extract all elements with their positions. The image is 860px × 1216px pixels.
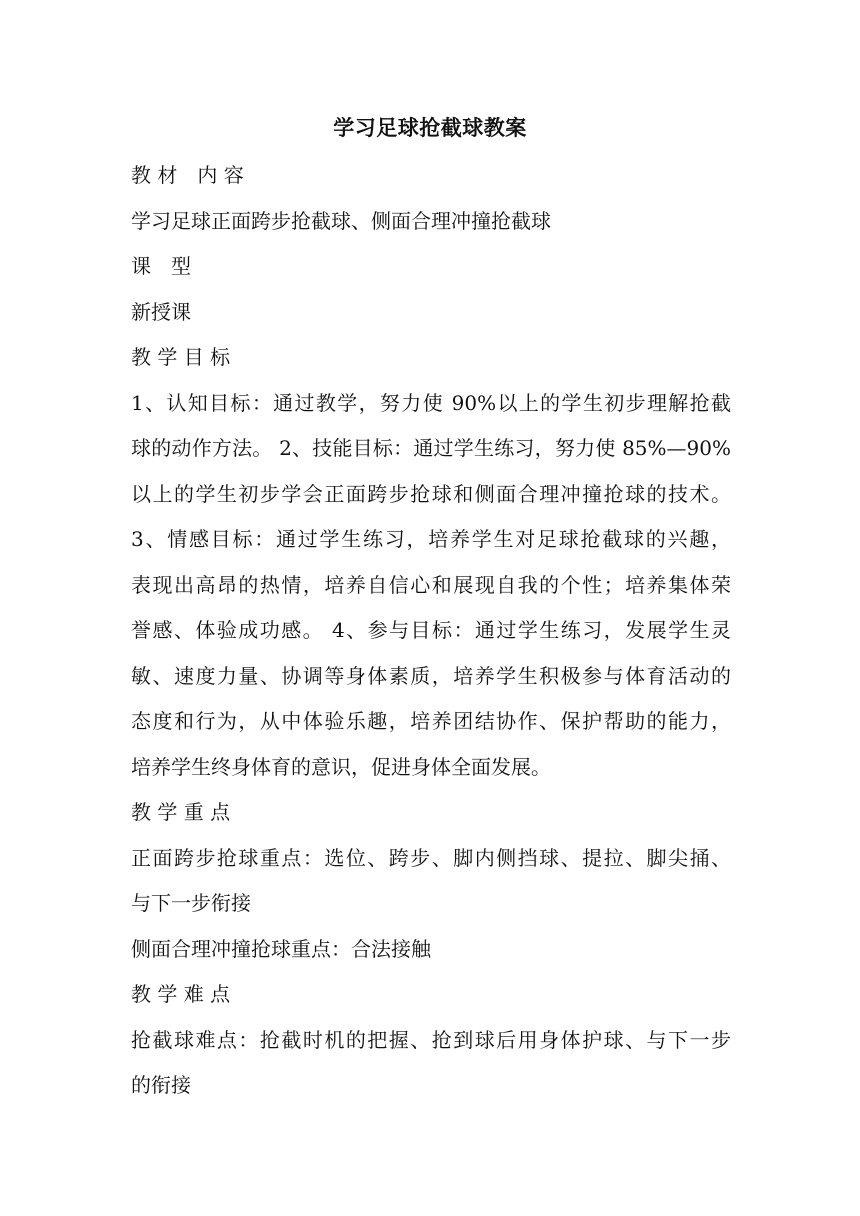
key-points-line: 与下一步衔接: [131, 891, 251, 915]
goals-line: 1、认知目标：通过教学，努力使 90%以上的学生初步理解抢截: [131, 390, 731, 415]
type-text: 新授课: [131, 299, 191, 324]
key-points-line: 正面跨步抢球重点：选位、跨步、脚内侧挡球、提拉、脚尖捅、: [131, 845, 731, 870]
section-heading-goals: 教 学 目 标: [131, 345, 231, 369]
document-body: [131, 153, 731, 1109]
document-title: 学习足球抢截球教案: [333, 115, 527, 140]
section-heading-material: 教 材 内 容: [131, 163, 244, 187]
section-heading-key-points: 教 学 重 点: [131, 800, 231, 824]
goals-line: 态度和行为，从中体验乐趣，培养团结协作、保护帮助的能力，: [131, 709, 731, 733]
material-text: 学习足球正面跨步抢截球、侧面合理冲撞抢截球: [131, 208, 551, 233]
difficulties-line: 抢截球难点：抢截时机的把握、抢到球后用身体护球、与下一步: [131, 1027, 731, 1052]
goals-line: 3、情感目标：通过学生练习，培养学生对足球抢截球的兴趣，: [131, 527, 731, 551]
difficulties-line: 的衔接: [131, 1073, 191, 1097]
goals-line: 培养学生终身体育的意识，促进身体全面发展。: [131, 754, 551, 779]
goals-line: 球的动作方法。 2、技能目标：通过学生练习，努力使 85%—90%: [131, 436, 731, 460]
goals-line: 敏、速度力量、协调等身体素质，培养学生积极参与体育活动的: [131, 663, 731, 688]
goals-line: 表现出高昂的热情，培养自信心和展现自我的个性；培养集体荣: [131, 572, 731, 597]
section-heading-difficulties: 教 学 难 点: [131, 982, 231, 1006]
section-heading-type: 课 型: [131, 254, 191, 278]
goals-line: 誉感、体验成功感。 4、参与目标：通过学生练习，发展学生灵: [131, 618, 731, 642]
goals-line: 以上的学生初步学会正面跨步抢球和侧面合理冲撞抢球的技术。: [131, 481, 731, 506]
key-points-line: 侧面合理冲撞抢球重点：合法接触: [131, 936, 431, 961]
